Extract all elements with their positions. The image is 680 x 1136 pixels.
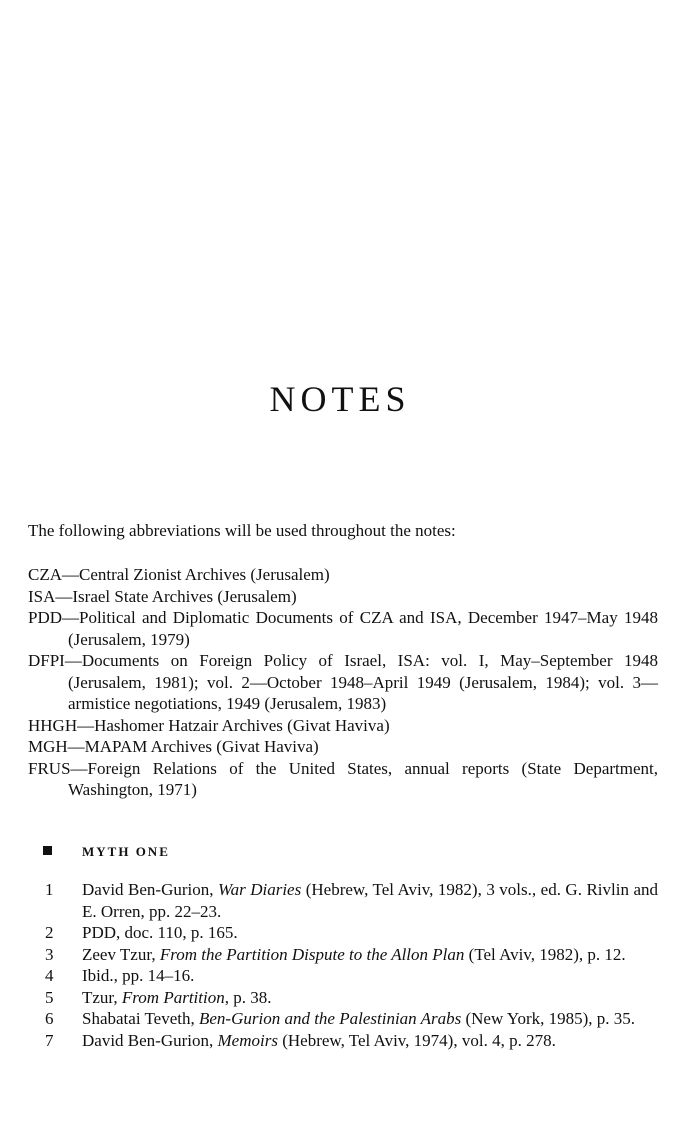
note-item <box>45 922 658 944</box>
note-item <box>45 944 658 966</box>
section-heading <box>43 843 170 861</box>
page-title: NOTES <box>269 379 411 419</box>
note-text-after: (Tel Aviv, 1982), p. 12. <box>464 944 626 964</box>
abbreviation-item: ISA—Israel State Archives (Jerusalem) <box>28 586 297 606</box>
note-item <box>45 1030 658 1052</box>
abbreviation-list <box>28 564 658 801</box>
note-text: Shabatai Teveth, <box>82 1009 199 1028</box>
note-title: From the Partition Dispute to the Allon Plan <box>159 944 465 964</box>
abbreviation-item: DFPI—Documents on Foreign Policy of Israel, ISA: vol. I, May–September 1948 (Jerusalem, 1981); vol. 2—October 1948–April 1949 (Jerusalem, 1984); vol. 3—armistice negotiations, 1949 (Jerusalem, 1983) <box>28 651 658 713</box>
intro-text: The following abbreviations will be used throughout the notes: <box>28 521 456 540</box>
note-text: David Ben-Gurion, <box>82 1030 218 1050</box>
abbreviation-item: HHGH—Hashomer Hatzair Archives (Givat Haviva) <box>28 715 390 735</box>
note-text-after: (New York, 1985), p. 35. <box>461 1009 636 1028</box>
note-number: 3 <box>45 944 54 964</box>
note-title: Memoirs <box>217 1030 278 1050</box>
note-number: 6 <box>45 1009 54 1028</box>
note-item <box>45 965 658 987</box>
note-number: 7 <box>45 1030 54 1050</box>
note-number: 1 <box>45 880 54 899</box>
note-text: Zeev Tzur, <box>82 944 160 964</box>
note-text: David Ben-Gurion, <box>82 880 218 899</box>
square-bullet-icon <box>43 846 52 855</box>
notes-list <box>45 879 658 1051</box>
abbreviation-item: MGH—MAPAM Archives (Givat Haviva) <box>28 737 319 756</box>
abbreviation-item: PDD—Political and Diplomatic Documents of CZA and ISA, December 1947–May 1948 (Jerusalem, 1979) <box>28 608 658 649</box>
note-item <box>45 879 658 922</box>
note-text-after: (Hebrew, Tel Aviv, 1982), 3 vols., ed. G. Rivlin and E. Orren, pp. 22–23. <box>82 880 659 921</box>
note-item <box>45 987 658 1009</box>
note-text-after: (Hebrew, Tel Aviv, 1974), vol. 4, p. 278. <box>277 1030 556 1050</box>
note-title: War Diaries <box>218 880 302 899</box>
note-title: Ben-Gurion and the Palestinian Arabs <box>199 1009 462 1028</box>
note-number: 2 <box>45 923 54 942</box>
note-text-after: , p. 38. <box>224 987 272 1007</box>
note-number: 5 <box>45 987 54 1007</box>
note-number: 4 <box>45 966 54 985</box>
note-item <box>45 1008 658 1030</box>
note-text: PDD, doc. 110, p. 165. <box>82 923 238 942</box>
note-title: From Partition <box>121 987 225 1007</box>
note-text: Tzur, <box>82 987 122 1007</box>
abbreviation-item: FRUS—Foreign Relations of the United States, annual reports (State Department, Washington, 1971) <box>28 758 658 799</box>
abbreviation-item: CZA—Central Zionist Archives (Jerusalem) <box>28 565 330 584</box>
note-text: Ibid., pp. 14–16. <box>82 966 195 985</box>
section-heading-label: MYTH ONE <box>82 844 170 859</box>
